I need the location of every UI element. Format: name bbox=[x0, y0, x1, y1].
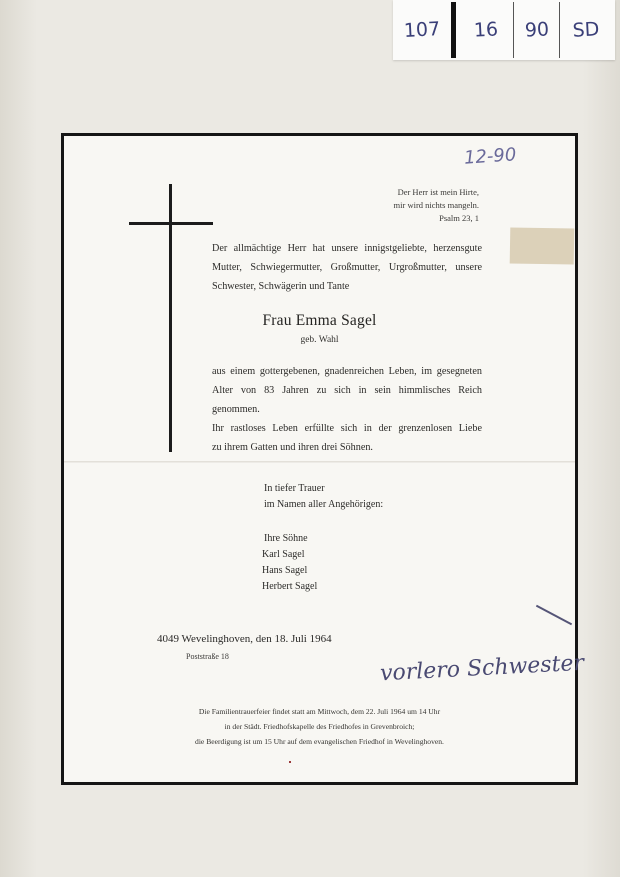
mourning-line: im Namen aller Angehörigen: bbox=[264, 499, 384, 510]
archive-divider bbox=[451, 2, 456, 58]
life-line: aus einem gottergebenen, gnadenreichen Leben, im gesegneten bbox=[212, 366, 482, 377]
mourning-line: In tiefer Trauer bbox=[264, 483, 325, 494]
handwritten-note: 12-90 bbox=[463, 144, 517, 169]
son-name: Karl Sagel bbox=[262, 549, 305, 560]
life-text bbox=[212, 362, 482, 457]
archive-cell-2: 16 bbox=[473, 18, 499, 42]
psalm-line: Der Herr ist mein Hirte, bbox=[397, 187, 479, 197]
maiden-name: geb. Wahl bbox=[300, 335, 339, 345]
signature-stroke bbox=[536, 605, 572, 626]
life-line: Ihr rastloses Leben erfüllte sich in der grenzenlosen Liebe bbox=[212, 423, 482, 434]
life-line: Alter von 83 Jahren zu sich in sein himmlisches Reich bbox=[212, 385, 482, 396]
fold-line bbox=[64, 461, 575, 463]
archive-cell-3: 90 bbox=[524, 18, 550, 42]
notice-line: die Beerdigung ist um 15 Uhr auf dem evangelischen Friedhof in Wevelinghoven. bbox=[195, 737, 444, 746]
intro-line: Schwester, Schwägerin und Tante bbox=[212, 281, 350, 292]
mourning-card bbox=[61, 133, 585, 785]
place-date: 4049 Wevelinghoven, den 18. Juli 1964 bbox=[157, 633, 332, 645]
psalm-line: mir wird nichts mangeln. bbox=[393, 200, 479, 210]
archive-label bbox=[393, 0, 615, 60]
son-name: Hans Sagel bbox=[262, 565, 308, 576]
life-line: zu ihrem Gatten und ihren drei Söhnen. bbox=[212, 442, 373, 453]
funeral-notice bbox=[64, 704, 575, 749]
intro-text bbox=[212, 239, 482, 296]
street-address: Poststraße 18 bbox=[186, 652, 229, 661]
mourning-block bbox=[264, 481, 383, 513]
sons-list bbox=[264, 531, 317, 595]
psalm-reference: Psalm 23, 1 bbox=[439, 213, 479, 223]
archive-cell-4: SD bbox=[572, 18, 600, 42]
life-line: genommen. bbox=[212, 404, 260, 415]
intro-line: Der allmächtige Herr hat unsere innigstgeliebte, herzensgute bbox=[212, 243, 482, 254]
cross-icon-horizontal bbox=[129, 222, 213, 225]
handwritten-signature: vorlero Schwester bbox=[379, 650, 585, 687]
son-name: Herbert Sagel bbox=[262, 581, 318, 592]
intro-line: Mutter, Schwiegermutter, Großmutter, Urgroßmutter, unsere bbox=[212, 262, 482, 273]
notice-line: in der Städt. Friedhofskapelle des Friedhofes in Grevenbroich; bbox=[224, 722, 415, 731]
archive-cell-1: 107 bbox=[403, 18, 441, 42]
tape-strip bbox=[510, 227, 575, 264]
ink-dot bbox=[289, 761, 291, 763]
deceased-name: Frau Emma Sagel bbox=[262, 312, 377, 329]
notice-line: Die Familientrauerfeier findet statt am Mittwoch, dem 22. Juli 1964 um 14 Uhr bbox=[198, 707, 441, 716]
psalm-quote bbox=[394, 186, 479, 225]
sons-heading: Ihre Söhne bbox=[264, 533, 308, 544]
